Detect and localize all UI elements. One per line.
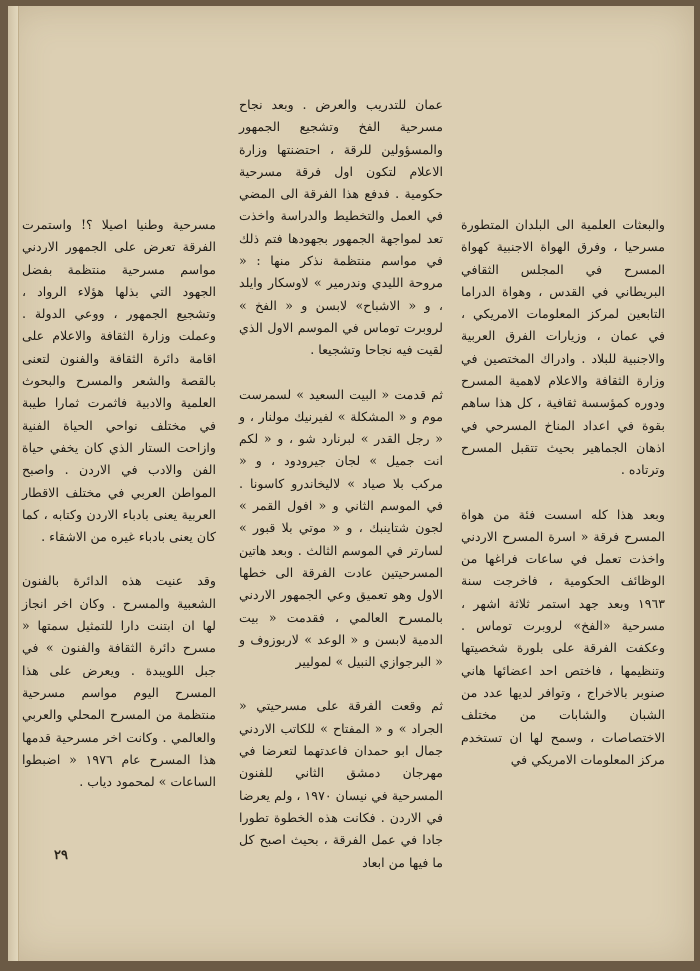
column-right-paragraph-2: وبعد هذا كله اسست فئة من هواة المسرح فرقة « اسرة المسرح الاردني واخذت تعمل في ساعات فراغها من الوظائف الحكومية ، فاخرجت سنة ١٩٦٣ وبعد جهد استمر ثلاثة اشهر ، مسرحية «الفخ» لروبرت توماس . وعكفت الفرقة على بلورة شخصيتها وتنظيمها ، فاختص احد اعضائها هاني صنوبر بالاخراج ، وتوافر لديها عدد من الشبان والشابات من مختلف الاختصاصات ، وسمح لها ان تستخدم مركز المعلومات الامريكي في [461, 506, 665, 767]
column-left-paragraph-1: مسرحية وطنيا اصيلا ؟! واستمرت الفرقة تعرض على الجمهور الاردني مواسم مسرحية منتظمة بفضل الجهود التي بذلها هؤلاء الرواد ، وتشجيع الجمهور ، ووعي الدولة . وعملت وزارة الثقافة والاعلام على اقامة دائرة الثقافة والفنون لتعنى بالقصة والشعر والمسرح والبحوث العلمية والادبية فاثمرت ثمارا طيبة في مختلف نواحي الحياة الفنية وازاحت الستار الذي كان يخفي حياة الفن والادب في الاردن . واصبح المواطن العربي في مختلف الاقطار العربية يعنى بادباء الاردن وكتابه ، كما كان يعنى بادباء غيره من الاشقاء . [22, 217, 216, 545]
column-middle-paragraph-3: ثم وقعت الفرقة على مسرحيتي « الجراد » و « المفتاح » للكاتب الاردني جمال ابو حمدان فاعدتهما لتعرضا في مهرجان دمشق الثاني للفنون المسرحية في نيسان ١٩٧٠ ، ولم يعرضا في الاردن . فكانت هذه الخطوة تطورا جادا في عمل الفرقة ، بحيث اصبح كل ما فيها من ابعاد [239, 698, 444, 870]
column-middle [239, 94, 443, 874]
column-right-paragraph-1: والبعثات العلمية الى البلدان المتطورة مسرحيا ، وفرق الهواة الاجنبية كهواة المسرح في المجلس الثقافي البريطاني في القدس ، وهواة الدراما التابعين لمركز المعلومات الامريكي ، في عمان ، وزيارات الفرق العربية والاجنبية للبلاد . وادراك المختصين في وزارة الثقافة والاعلام لاهمية المسرح ودوره كمؤسسة ثقافية ، كل هذا ساهم بقوة في اعداد المناخ المسرحي في اذهان الجماهير بحيث تتقبل المسرح وترتاده . [461, 217, 665, 478]
column-middle-paragraph-1: عمان للتدريب والعرض . وبعد نجاح مسرحية الفخ وتشجيع الجمهور والمسؤولين للرقة ، احتضنتها وزارة الاعلام لتكون اول فرقة مسرحية حكومية . فدفع هذا الفرقة الى المضي في العمل والتخطيط والدراسة واخذت تعد لمواجهة الجمهور بجهودها فتم ذلك في مواسم منتظمة نذكر منها : « مروحة الليدي وندرمير » لاوسكار وايلد ، و « الاشباح» لابسن و « الفخ » لروبرت توماس في الموسم الاول الذي لقيت فيه نجاحا وتشجيعا . [239, 97, 443, 358]
magazine-page [8, 6, 694, 961]
column-left-paragraph-2: وقد عنيت هذه الدائرة بالفنون الشعبية والمسرح . وكان اخر انجاز لها ان ابتنت دارا للتمثيل سمتها « مسرح دائرة الثقافة والفنون » في جبل اللويبدة . ويعرض على هذا المسرح اليوم مواسم مسرحية منتظمة من المسرح المحلي والعربي والعالمي . وكانت اخر مسرحية قدمها هذا المسرح عام ١٩٧٦ « اضبطوا الساعات » لمحمود دياب . [22, 573, 217, 790]
column-middle-paragraph-2: ثم قدمت « البيت السعيد » لسمرست موم و « المشكلة » لفيرنيك مولنار ، و « رجل القدر » لبرنارد شو ، و « لكم انت جميل » لجان جيرودود ، و « مركب بلا صياد » لاليخاندرو كاسونا . في الموسم الثاني و « افول القمر » لجون شتاينبك ، و « موتي بلا قبور » لسارتر في الموسم الثالث . وبعد هاتين المسرحيتين عادت الفرقة الى خطها الاول وهو تعميق وعي الجمهور الاردني بالمسرح العالمي ، فقدمت « بيت الدمية لابسن و « الوعد » لاربوزوف و « البرجوازي النبيل » لموليير [239, 386, 443, 670]
page-number: ٢٩ [54, 848, 68, 863]
column-left [22, 214, 216, 793]
column-right [461, 214, 665, 771]
page-spine [8, 6, 19, 961]
